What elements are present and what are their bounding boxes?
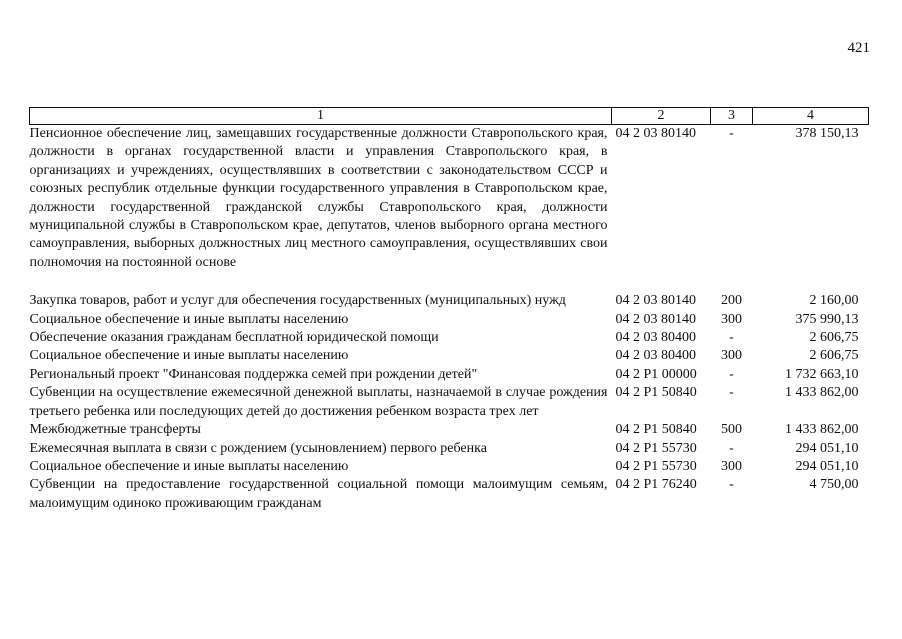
row-sum: 375 990,13	[795, 311, 859, 327]
row-code: 04 2 P1 55730	[615, 440, 697, 456]
row-type: -	[729, 440, 734, 456]
table-row	[30, 421, 869, 439]
table-row	[30, 329, 869, 347]
row-sum: 2 606,75	[809, 330, 859, 346]
budget-table	[29, 107, 869, 513]
row-name: Региональный проект "Финансовая поддержка семей при рождении детей"	[29, 366, 478, 382]
row-code: 04 2 P1 00000	[615, 366, 697, 382]
row-type: -	[729, 366, 734, 382]
row-sum: 378 150,13	[795, 126, 859, 141]
row-code: 04 2 03 80400	[615, 330, 696, 346]
row-type: -	[729, 330, 734, 346]
row-type: -	[729, 477, 734, 493]
row-code: 04 2 P1 50840	[615, 422, 697, 438]
row-sum: 4 750,00	[809, 477, 859, 493]
header-col-2: 2	[612, 108, 711, 125]
row-name: Социальное обеспечение и иные выплаты населению	[29, 348, 349, 364]
row-name: Ежемесячная выплата в связи с рождением (усыновлением) первого ребенка	[29, 440, 487, 456]
row-code: 04 2 03 80140	[615, 126, 696, 141]
row-sum: 294 051,10	[795, 440, 859, 456]
row-type: 300	[721, 458, 742, 474]
table-row	[30, 440, 869, 458]
row-type: -	[729, 126, 734, 141]
table-row	[30, 292, 869, 310]
row-sum: 1 732 663,10	[785, 366, 859, 382]
header-col-1: 1	[30, 108, 612, 125]
row-name: Социальное обеспечение и иные выплаты населению	[29, 311, 349, 327]
row-type: 500	[721, 422, 742, 438]
row-sum: 2 160,00	[809, 293, 859, 309]
row-sum: 1 433 862,00	[785, 422, 859, 438]
row-sum: 294 051,10	[795, 458, 859, 474]
header-col-3: 3	[711, 108, 753, 125]
table-row	[30, 125, 869, 273]
table-row	[30, 384, 869, 421]
row-type: 200	[721, 293, 742, 309]
row-code: 04 2 P1 76240	[615, 477, 697, 493]
row-name: Пенсионное обеспечение лиц, замещавших государственные должности Ставропольского края, должности в органах государственной власти и управления Ставропольского края, в организациях и учреждениях, осуществлявших в соответствии с законодательством СССР и союзных республик отдельные функции государственного управления в Ставропольском крае, должности государственной гражданской службы Ставропольского края, должности муниципальной службы в Ставропольском крае, депутатов, членов выборного органа местного самоуправления, выборных должностных лиц местного самоуправления, осуществлявших свои полномочия на постоянной основе	[29, 126, 608, 270]
page-number: 421	[847, 40, 870, 56]
row-name: Субвенции на предоставление государственной социальной помощи малоимущим семьям, малоимущим одиноко проживающим гражданам	[29, 477, 608, 511]
row-name: Обеспечение оказания гражданам бесплатной юридической помощи	[29, 330, 439, 346]
row-sum: 1 433 862,00	[785, 385, 859, 401]
row-code: 04 2 03 80140	[615, 293, 696, 309]
header-col-4: 4	[753, 108, 869, 125]
table-row	[30, 476, 869, 513]
row-code: 04 2 03 80140	[615, 311, 696, 327]
table-row	[30, 458, 869, 476]
row-type: 300	[721, 348, 742, 364]
row-type: -	[729, 385, 734, 401]
row-name: Субвенции на осуществление ежемесячной денежной выплаты, назначаемой в случае рождения третьего ребенка или последующих детей до достижения ребенком возраста трех лет	[29, 385, 608, 419]
table-row	[30, 311, 869, 329]
row-name: Закупка товаров, работ и услуг для обеспечения государственных (муниципальных) нужд	[29, 293, 566, 309]
row-code: 04 2 P1 55730	[615, 458, 697, 474]
row-sum: 2 606,75	[809, 348, 859, 364]
table-row	[30, 347, 869, 365]
row-name: Межбюджетные трансферты	[29, 422, 201, 438]
row-code: 04 2 P1 50840	[615, 385, 697, 401]
table-header-row	[30, 108, 869, 125]
row-name: Социальное обеспечение и иные выплаты населению	[29, 458, 349, 474]
table-row	[30, 366, 869, 384]
row-code: 04 2 03 80400	[615, 348, 696, 364]
row-type: 300	[721, 311, 742, 327]
row-spacer	[30, 272, 869, 292]
